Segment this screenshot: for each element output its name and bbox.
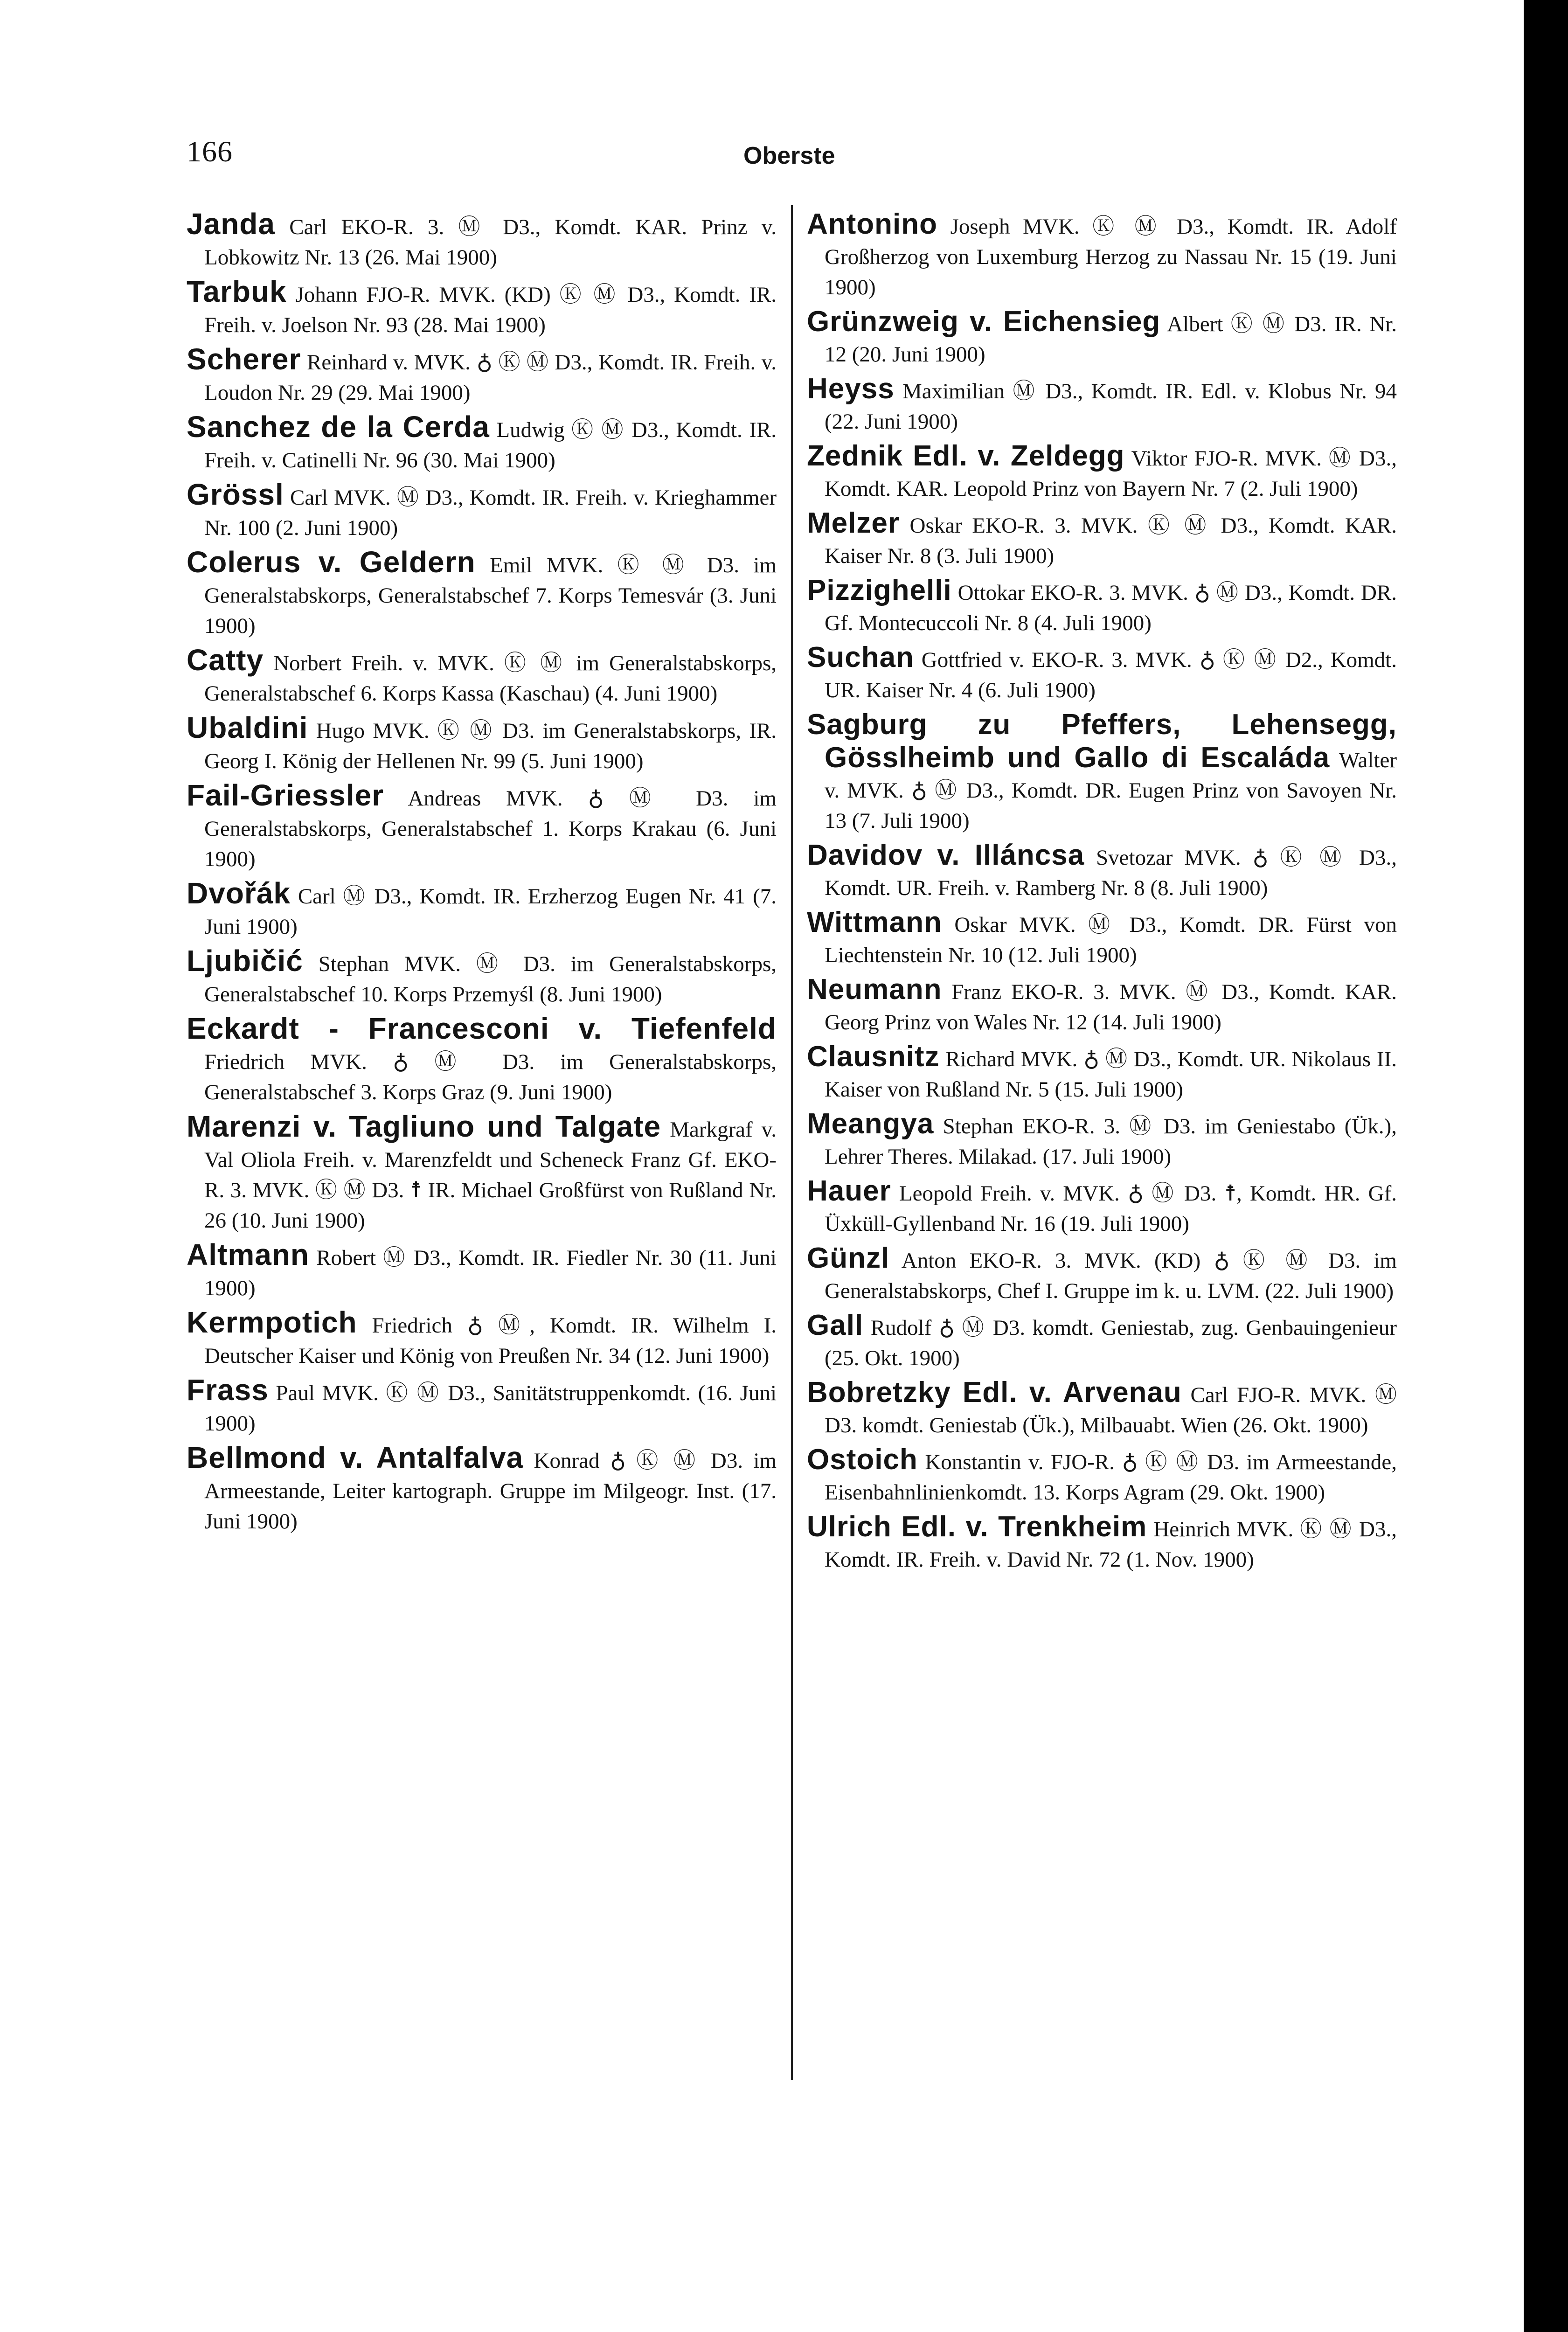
list-item xyxy=(807,840,1397,903)
entry-name: Ubaldini xyxy=(187,711,308,744)
entry-name: Antonino xyxy=(807,208,938,240)
running-head: Oberste xyxy=(743,142,835,169)
entry-name: Hauer xyxy=(807,1175,891,1207)
entry-name: Meangya xyxy=(807,1108,934,1140)
entry-name: Catty xyxy=(187,643,264,677)
entry-text: Markgraf v. Val Oliola Freih. v. Marenzfeldt und Scheneck Franz Gf. EKO-R. 3. MVK. Ⓚ Ⓜ D3. ☨ IR. Michael Großfürst von Rußland Nr. 26 (10. Juni 1900) xyxy=(204,1117,777,1233)
entry-name: Eckardt - Francesconi v. Tiefenfeld xyxy=(187,1012,777,1045)
entry-text: Konstantin v. FJO-R. ♁ Ⓚ Ⓜ D3. im Armeestande, Eisenbahnlinienkomdt. 13. Korps Agram (29. Okt. 1900) xyxy=(825,1450,1397,1505)
entry-name: Melzer xyxy=(807,507,900,539)
entry-text: Albert Ⓚ Ⓜ D3. IR. Nr. 12 (20. Juni 1900) xyxy=(825,312,1397,367)
list-item xyxy=(807,209,1397,303)
entry-text: Norbert Freih. v. MVK. Ⓚ Ⓜ im Generalstabskorps, Generalstabschef 6. Korps Kassa (Kaschau) (4. Juni 1900) xyxy=(204,651,777,706)
entry-text: Gottfried v. EKO-R. 3. MVK. ♁ Ⓚ Ⓜ D2., Komdt. UR. Kaiser Nr. 4 (6. Juli 1900) xyxy=(825,648,1397,702)
right-column xyxy=(807,209,1397,1579)
entry-text: Oskar EKO-R. 3. MVK. Ⓚ Ⓜ D3., Komdt. KAR. Kaiser Nr. 8 (3. Juli 1900) xyxy=(825,514,1397,568)
entry-text: Heinrich MVK. Ⓚ Ⓜ D3., Komdt. IR. Freih. v. David Nr. 72 (1. Nov. 1900) xyxy=(825,1517,1397,1572)
entry-text: Leopold Freih. v. MVK. ♁ Ⓜ D3. ☨, Komdt. HR. Gf. Üxküll-Gyllenband Nr. 16 (19. Juli 1900) xyxy=(825,1181,1397,1236)
entry-name: Altmann xyxy=(187,1238,309,1271)
entry-name: Grünzweig v. Eichensieg xyxy=(807,305,1161,338)
list-item xyxy=(187,1013,777,1108)
entry-text: Konrad ♁ Ⓚ Ⓜ D3. im Armeestande, Leiter kartograph. Gruppe im Milgeogr. Inst. (17. Juni 1900) xyxy=(204,1449,777,1534)
entry-name: Grössl xyxy=(187,478,284,511)
entry-text: Richard MVK. ♁ Ⓜ D3., Komdt. UR. Nikolaus II. Kaiser von Rußland Nr. 5 (15. Juli 1900) xyxy=(825,1047,1397,1102)
entry-text: Anton EKO-R. 3. MVK. (KD) ♁ Ⓚ Ⓜ D3. im Generalstabskorps, Chef I. Gruppe im k. u. LVM. (22. Juli 1900) xyxy=(825,1249,1397,1303)
list-item xyxy=(187,479,777,543)
entry-name: Gall xyxy=(807,1309,864,1341)
entry-text: Reinhard v. MVK. ♁ Ⓚ Ⓜ D3., Komdt. IR. Freih. v. Loudon Nr. 29 (29. Mai 1900) xyxy=(204,350,777,405)
entry-name: Fail-Griessler xyxy=(187,778,384,812)
entry-text: Andreas MVK. ♁ Ⓜ D3. im Generalstabskorps, Generalstabschef 1. Korps Krakau (6. Juni 1900) xyxy=(204,786,777,871)
list-item xyxy=(187,713,777,777)
list-item xyxy=(187,1375,777,1439)
list-item xyxy=(807,306,1397,370)
entry-name: Heyss xyxy=(807,373,895,405)
entry-text: Friedrich MVK. ♁ Ⓜ D3. im Generalstabskorps, Generalstabschef 3. Korps Graz (9. Juni 1900) xyxy=(204,1050,777,1104)
entry-name: Ljubičić xyxy=(187,944,303,978)
entry-name: Dvořák xyxy=(187,876,291,910)
list-item xyxy=(187,344,777,408)
list-item xyxy=(807,642,1397,706)
entry-text: Carl FJO-R. MVK. Ⓜ D3. komdt. Geniestab (Ük.), Milbauabt. Wien (26. Okt. 1900) xyxy=(825,1383,1397,1437)
list-item xyxy=(187,1307,777,1371)
list-item xyxy=(187,547,777,641)
entry-name: Ulrich Edl. v. Trenkheim xyxy=(807,1511,1147,1543)
list-item xyxy=(807,1310,1397,1374)
entry-text: Paul MVK. Ⓚ Ⓜ D3., Sanitätstruppenkomdt. (16. Juni 1900) xyxy=(204,1381,777,1436)
entry-name: Bobretzky Edl. v. Arvenau xyxy=(807,1376,1182,1409)
list-item xyxy=(187,209,777,273)
page-number: 166 xyxy=(187,135,233,168)
entry-name: Janda xyxy=(187,207,275,241)
entry-name: Wittmann xyxy=(807,906,942,938)
entry-name: Bellmond v. Antalfalva xyxy=(187,1441,524,1474)
entry-text: Svetozar MVK. ♁ Ⓚ Ⓜ D3., Komdt. UR. Freih. v. Ramberg Nr. 8 (8. Juli 1900) xyxy=(825,846,1397,900)
entry-text: Friedrich ♁ Ⓜ, Komdt. IR. Wilhelm I. Deutscher Kaiser und König von Preußen Nr. 34 (12. Juni 1900) xyxy=(204,1313,777,1368)
list-item xyxy=(807,1512,1397,1575)
list-item xyxy=(807,1243,1397,1306)
entry-text: Emil MVK. Ⓚ Ⓜ D3. im Generalstabskorps, Generalstabschef 7. Korps Temesvár (3. Juni 1900) xyxy=(204,553,777,638)
entry-name: Zednik Edl. v. Zeldegg xyxy=(807,440,1125,472)
entry-name: Pizzighelli xyxy=(807,574,952,606)
list-item xyxy=(187,645,777,709)
list-item xyxy=(807,1176,1397,1239)
list-item xyxy=(187,1111,777,1236)
list-item xyxy=(187,1443,777,1537)
list-item xyxy=(807,1377,1397,1441)
entry-text: Stephan EKO-R. 3. Ⓜ D3. im Geniestabo (Ük.), Lehrer Theres. Milakad. (17. Juli 1900) xyxy=(825,1114,1397,1169)
entry-text: Ludwig Ⓚ Ⓜ D3., Komdt. IR. Freih. v. Catinelli Nr. 96 (30. Mai 1900) xyxy=(204,418,777,472)
entry-text: Johann FJO-R. MVK. (KD) Ⓚ Ⓜ D3., Komdt. IR. Freih. v. Joelson Nr. 93 (28. Mai 1900) xyxy=(204,283,777,337)
list-item xyxy=(187,1240,777,1304)
list-item xyxy=(807,441,1397,504)
list-item xyxy=(807,1444,1397,1508)
entry-text: Franz EKO-R. 3. MVK. Ⓜ D3., Komdt. KAR. Georg Prinz von Wales Nr. 12 (14. Juli 1900) xyxy=(825,980,1397,1034)
list-item xyxy=(807,508,1397,571)
left-column xyxy=(187,209,777,1541)
entry-name: Marenzi v. Tagliuno und Talgate xyxy=(187,1110,661,1143)
entry-name: Colerus v. Geldern xyxy=(187,545,476,579)
list-item xyxy=(187,277,777,340)
list-item xyxy=(187,878,777,942)
entry-text: Viktor FJO-R. MVK. Ⓜ D3., Komdt. KAR. Leopold Prinz von Bayern Nr. 7 (2. Juli 1900) xyxy=(825,446,1397,501)
entry-name: Neumann xyxy=(807,973,942,1006)
column-divider xyxy=(791,205,793,2080)
scan-edge-right xyxy=(1524,0,1568,2332)
entry-name: Clausnitz xyxy=(807,1041,940,1073)
list-item xyxy=(807,907,1397,971)
entry-name: Kermpotich xyxy=(187,1305,357,1339)
list-item xyxy=(807,1109,1397,1172)
entry-text: Carl EKO-R. 3. Ⓜ D3., Komdt. KAR. Prinz v. Lobkowitz Nr. 13 (26. Mai 1900) xyxy=(204,215,777,270)
entry-name: Sanchez de la Cerda xyxy=(187,410,490,444)
entry-name: Ostoich xyxy=(807,1444,918,1476)
entry-text: Walter v. MVK. ♁ Ⓜ D3., Komdt. DR. Eugen Prinz von Savoyen Nr. 13 (7. Juli 1900) xyxy=(825,748,1397,833)
entry-text: Joseph MVK. Ⓚ Ⓜ D3., Komdt. IR. Adolf Großherzog von Luxemburg Herzog zu Nassau Nr. 15 (19. Juni 1900) xyxy=(825,215,1397,299)
list-item xyxy=(807,374,1397,437)
list-item xyxy=(187,412,777,476)
list-item xyxy=(807,575,1397,639)
list-item xyxy=(187,780,777,874)
entry-name: Davidov v. Illáncsa xyxy=(807,839,1085,871)
entry-name: Sagburg zu Pfeffers, Lehensegg, Gösslheimb und Gallo di Escaláda xyxy=(807,708,1397,774)
list-item xyxy=(807,709,1397,836)
entry-name: Frass xyxy=(187,1373,269,1407)
entry-text: Carl Ⓜ D3., Komdt. IR. Erzherzog Eugen Nr. 41 (7. Juni 1900) xyxy=(204,884,777,939)
entry-name: Tarbuk xyxy=(187,275,287,308)
entry-text: Stephan MVK. Ⓜ D3. im Generalstabskorps, Generalstabschef 10. Korps Przemyśl (8. Juni 1900) xyxy=(204,952,777,1006)
entry-text: Ottokar EKO-R. 3. MVK. ♁ Ⓜ D3., Komdt. DR. Gf. Montecuccoli Nr. 8 (4. Juli 1900) xyxy=(825,581,1397,635)
list-item xyxy=(187,946,777,1010)
entry-text: Oskar MVK. Ⓜ D3., Komdt. DR. Fürst von Liechtenstein Nr. 10 (12. Juli 1900) xyxy=(825,913,1397,967)
entry-text: Rudolf ♁ Ⓜ D3. komdt. Geniestab, zug. Genbauingenieur (25. Okt. 1900) xyxy=(825,1316,1397,1370)
entry-name: Günzl xyxy=(807,1242,890,1274)
list-item xyxy=(807,1041,1397,1105)
entry-text: Carl MVK. Ⓜ D3., Komdt. IR. Freih. v. Krieghammer Nr. 100 (2. Juni 1900) xyxy=(204,486,777,540)
entry-name: Scherer xyxy=(187,342,301,376)
entry-text: Maximilian Ⓜ D3., Komdt. IR. Edl. v. Klobus Nr. 94 (22. Juni 1900) xyxy=(825,379,1397,434)
entry-name: Suchan xyxy=(807,641,914,673)
entry-text: Hugo MVK. Ⓚ Ⓜ D3. im Generalstabskorps, IR. Georg I. König der Hellenen Nr. 99 (5. Juni 1900) xyxy=(204,719,777,773)
list-item xyxy=(807,974,1397,1038)
entry-text: Robert Ⓜ D3., Komdt. IR. Fiedler Nr. 30 (11. Juni 1900) xyxy=(204,1246,777,1300)
